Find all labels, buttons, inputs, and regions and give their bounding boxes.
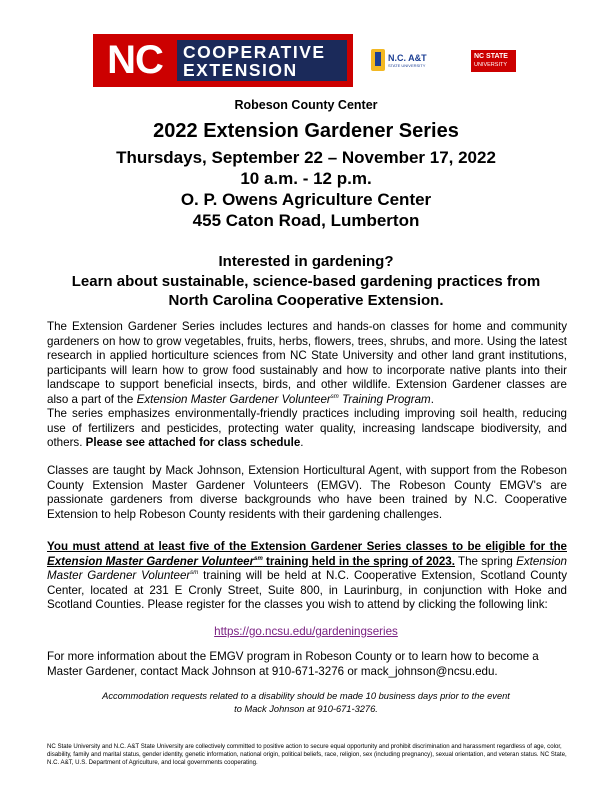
nc-logo-line1: COOPERATIVE xyxy=(183,41,326,62)
tagline-line2: Learn about sustainable, science-based gardening practices from xyxy=(71,272,541,290)
event-venue: O. P. Owens Agriculture Center xyxy=(180,190,432,209)
paragraph-instructors: Classes are taught by Mack Johnson, Extension Horticultural Agent, with support from the Robeson County Extension Master Gardener Volunteers (EMGV). The Robeson County EMGV's are passionate gardeners from diverse backgrounds who have been trained by N.C. Cooperative Extension to help Robeson County residents with their gardening challenges. xyxy=(47,464,567,521)
nc-at-emblem-icon xyxy=(371,49,385,71)
nc-state-line1: NC STATE xyxy=(474,53,508,60)
nc-state-line2: UNIVERSITY xyxy=(474,62,508,68)
paragraph-overview: The Extension Gardener Series includes lectures and hands-on classes for home and community gardeners on how to grow vegetables, fruits, herbs, flowers, trees, shrubs, and more. Using the latest research in applied horticulture sciences from NC State University and other land grant institutions, participants will learn how to grow food sustainably and how to incorporate native plants into their landscape to support beneficial insects, birds, and other wildlife. Extension Gardener classes are also a part of the Extension Master Gardener Volunteer$^{sm}$ Training Program. xyxy=(47,320,567,406)
county-center: Robeson County Center xyxy=(234,98,378,112)
schedule-note: Please see attached for class schedule xyxy=(85,436,301,450)
page-title: 2022 Extension Gardener Series xyxy=(153,120,459,142)
nc-at-logo xyxy=(371,48,427,72)
event-info xyxy=(0,147,612,231)
nc-logo-mark: NC xyxy=(107,38,163,82)
nc-logo-words xyxy=(177,40,347,81)
tagline xyxy=(0,252,612,311)
nc-at-name: N.C. A&T xyxy=(388,52,427,63)
nc-logo-line2: EXTENSION xyxy=(183,59,298,80)
tagline-line3: North Carolina Cooperative Extension. xyxy=(168,292,444,309)
footer-disclaimer: NC State University and N.C. A&T State University are collectively committed to positive action to secure equal opportunity and prohibit discrimination and harassment regardless of age, color, disability, family and marital status, gender identity, genetic information, national origin, political beliefs, race, religion, sex (including pregnancy), sexual orientation, and veteran status. NC State, N.C. A&T, U.S. Department of Agriculture, and local governments cooperating. xyxy=(47,743,567,766)
accommodation-note: Accommodation requests related to a disability should be made 10 business days prior to the event to Mack Johnson at 910-671-3276. xyxy=(102,691,510,714)
nc-state-logo xyxy=(471,50,516,72)
attendance-requirement: You must attend at least five of the Extension Gardener Series classes to be eligible for the Extension Master Gardener Volunteer$^{sm}$ training held in the spring of 2023. xyxy=(47,540,567,568)
registration-link[interactable]: https://go.ncsu.edu/gardeningseries xyxy=(214,625,398,638)
logo-bar xyxy=(93,34,523,90)
tagline-line1: Interested in gardening? xyxy=(218,253,394,270)
event-dates: Thursdays, September 22 – November 17, 2022 xyxy=(116,148,496,167)
event-time: 10 a.m. - 12 p.m. xyxy=(240,169,372,188)
paragraph-practices: The series emphasizes environmentally-friendly practices including improving soil health, reducing use of fertilizers and pesticides, protecting water quality, increasing landscape biodiversity, and others. Please see attached for class schedule. xyxy=(47,407,567,450)
paragraph-requirements: You must attend at least five of the Extension Gardener Series classes to be eligible for the Extension Master Gardener Volunteer$^{sm}$ training held in the spring of 2023. The spring Extension Master Gardener Volunteer$^{sm}$ training will be held at N.C. Cooperative Extension, Scotland County Center, located at 231 E Cronly Street, Suite 800, in Laurinburg, in conjunction with Hoke and Scotland Counties. Please register for the classes you wish to attend by clicking the following link: xyxy=(47,540,568,612)
paragraph-contact: For more information about the EMGV program in Robeson County or to learn how to become a Master Gardener, contact Mack Johnson at 910-671-3276 or mack_johnson@ncsu.edu. xyxy=(47,650,539,678)
event-address: 455 Caton Road, Lumberton xyxy=(192,211,420,230)
nc-at-subtitle: STATE UNIVERSITY xyxy=(388,62,426,68)
nc-cooperative-extension-logo xyxy=(93,34,353,87)
